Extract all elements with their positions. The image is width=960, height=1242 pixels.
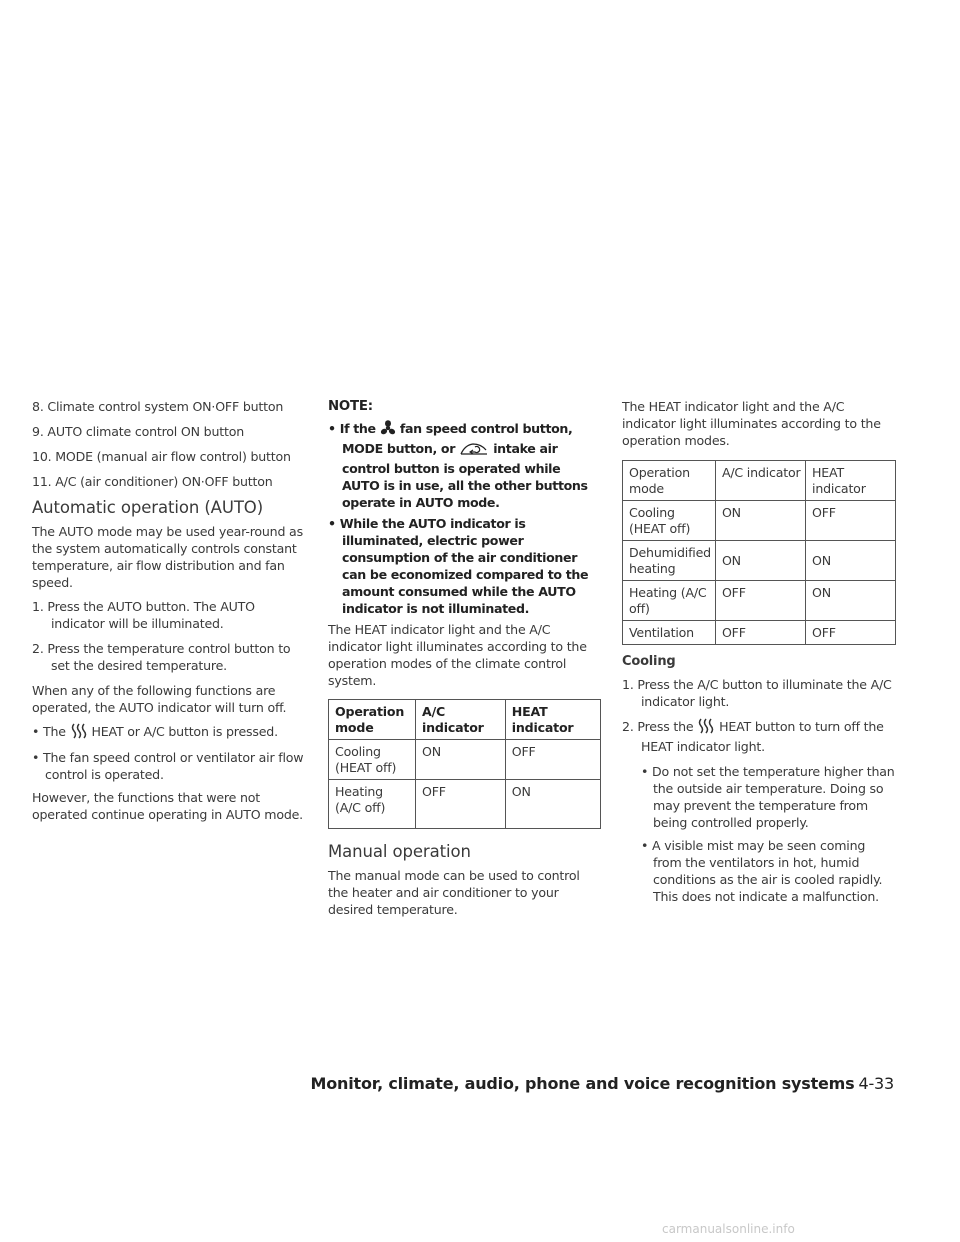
list-item: 9. AUTO climate control ON button xyxy=(32,424,244,439)
table-cell: ON xyxy=(806,541,896,581)
note-item-2: • While the AUTO indicator is illuminated, electric power consumption of the air conditioner can be economized compared to the amount consumed while the AUTO indicator is not illuminated. xyxy=(328,516,589,616)
table-cell: OFF xyxy=(806,501,896,541)
step-1: 1. Press the AUTO button. The AUTO indicator will be illuminated. xyxy=(32,599,255,631)
table-cell: Ventilation xyxy=(623,621,716,645)
fan-icon xyxy=(380,420,396,440)
column-2 xyxy=(328,398,601,925)
page-number: 4-33 xyxy=(858,1074,894,1093)
bullet-fan-speed: • The fan speed control or ventilator air flow control is operated. xyxy=(32,750,304,782)
list-item: 10. MODE (manual air flow control) button xyxy=(32,449,291,464)
table-header-row xyxy=(329,700,601,740)
heat-waves-icon xyxy=(70,723,88,743)
table-cell: OFF xyxy=(505,740,600,780)
table-header: HEAT indicator xyxy=(806,461,896,501)
table-header: HEAT indicator xyxy=(505,700,600,740)
auto-intro: The AUTO mode may be used year-round as the system automatically controls constant temperature, air flow distribution and fan speed. xyxy=(32,524,303,590)
note-item-1: • If the fan speed control button, MODE button, or intake air control button is operated while AUTO is in use, all the other buttons operate in AUTO mode. xyxy=(328,421,588,510)
heading-manual-operation: Manual operation xyxy=(328,842,471,861)
cooling-title: Cooling xyxy=(622,654,676,669)
table-header-row xyxy=(623,461,896,501)
watermark: carmanualsonline.info xyxy=(662,1222,795,1236)
manual-text: The manual mode can be used to control the heater and air conditioner to your desired temperature. xyxy=(328,868,580,917)
when-text: When any of the following functions are operated, the AUTO indicator will turn off. xyxy=(32,683,287,715)
table-header: Operation mode xyxy=(623,461,716,501)
step-2: 2. Press the temperature control button to set the desired temperature. xyxy=(32,641,291,673)
table-cell: ON xyxy=(416,740,506,780)
cooling-step-1: 1. Press the A/C button to illuminate the A/C indicator light. xyxy=(622,677,892,709)
table-row xyxy=(623,501,896,541)
table-cell: ON xyxy=(505,780,600,829)
footer-section: Monitor, climate, audio, phone and voice recognition systems xyxy=(310,1074,855,1093)
indicator-table-2 xyxy=(622,460,896,645)
table-cell: Dehumidified heating xyxy=(623,541,716,581)
table-cell: Cooling (HEAT off) xyxy=(329,740,416,780)
table-header: A/C indicator xyxy=(715,461,805,501)
column-3 xyxy=(622,398,896,911)
table-cell: OFF xyxy=(806,621,896,645)
table-row xyxy=(329,740,601,780)
indicator-table-1 xyxy=(328,699,601,829)
column-1 xyxy=(32,398,308,830)
table-cell: Heating (A/C off) xyxy=(329,780,416,829)
heat-waves-icon xyxy=(697,718,715,738)
table-row xyxy=(623,541,896,581)
table-cell: ON xyxy=(715,541,805,581)
table-row xyxy=(623,581,896,621)
table-cell: OFF xyxy=(715,621,805,645)
table-cell: Heating (A/C off) xyxy=(623,581,716,621)
note-title: NOTE: xyxy=(328,399,373,414)
cooling-sub-1: • Do not set the temperature higher than the outside air temperature. Doing so may prevent the temperature from being controlled properly. xyxy=(641,764,895,830)
table-cell: ON xyxy=(715,501,805,541)
table-cell: OFF xyxy=(715,581,805,621)
page-footer xyxy=(311,1074,894,1093)
table-cell: Cooling (HEAT off) xyxy=(623,501,716,541)
cooling-step-2: 2. Press the HEAT button to turn off the HEAT indicator light. xyxy=(622,719,884,754)
cooling-sub-2: • A visible mist may be seen coming from the ventilators in hot, humid conditions as the air is cooled rapidly. This does not indicate a malfunction. xyxy=(641,838,883,904)
intake-air-icon xyxy=(459,442,489,460)
list-item: 11. A/C (air conditioner) ON·OFF button xyxy=(32,474,273,489)
bullet-heat-ac: • The HEAT or A/C button is pressed. xyxy=(32,723,308,743)
table-cell: ON xyxy=(806,581,896,621)
table-row xyxy=(329,780,601,829)
table-header: Operation mode xyxy=(329,700,416,740)
heading-automatic-operation: Automatic operation (AUTO) xyxy=(32,498,264,517)
indicator-text: The HEAT indicator light and the A/C indicator light illuminates according to the operation modes of the climate control system. xyxy=(328,622,587,688)
list-item: 8. Climate control system ON·OFF button xyxy=(32,399,284,414)
indicator-text: The HEAT indicator light and the A/C indicator light illuminates according to the operation modes. xyxy=(622,399,881,448)
however-text: However, the functions that were not operated continue operating in AUTO mode. xyxy=(32,790,303,822)
table-cell: OFF xyxy=(416,780,506,829)
table-row xyxy=(623,621,896,645)
table-header: A/C indicator xyxy=(416,700,506,740)
